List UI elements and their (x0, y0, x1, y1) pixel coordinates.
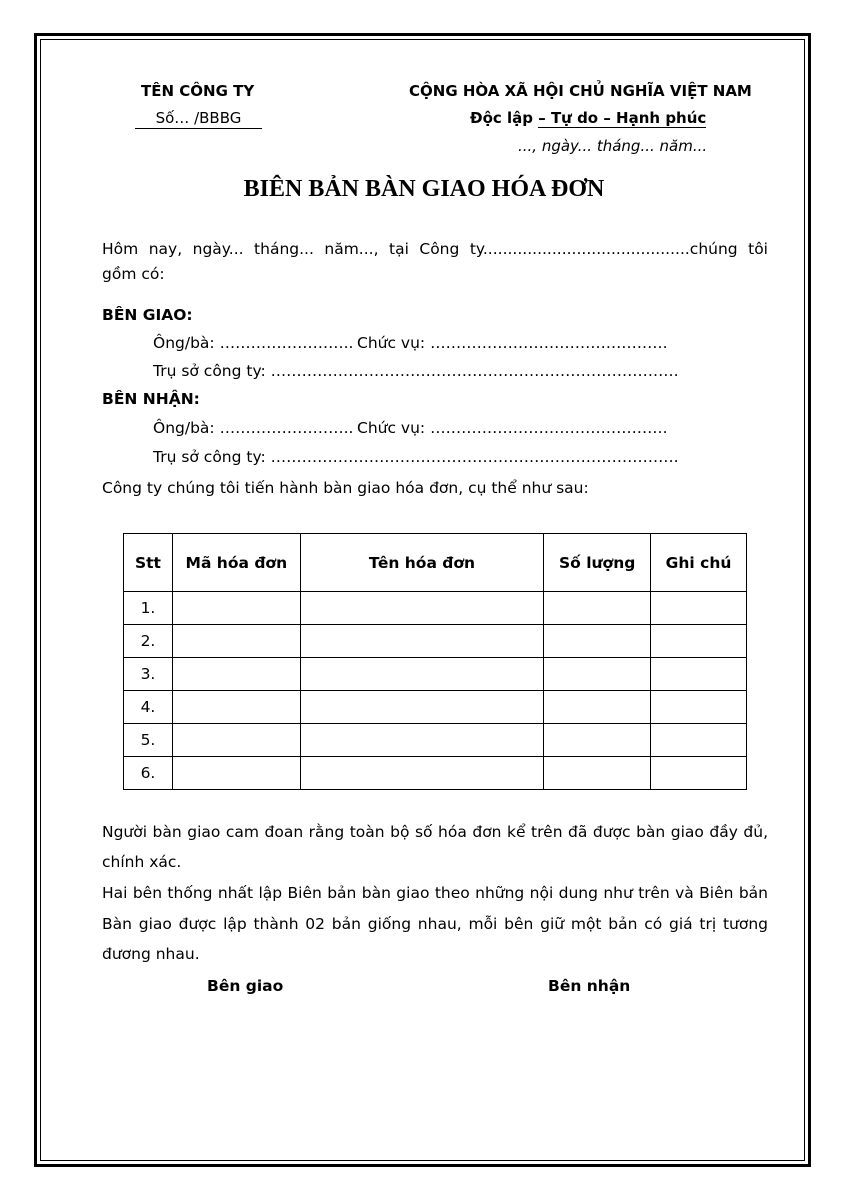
row-number: 2. (124, 625, 173, 658)
row-number: 1. (124, 592, 173, 625)
receiver-office-line: Trụ sở công ty: ……………………………………………………………………. (153, 448, 679, 466)
cell-invoice-code[interactable] (172, 658, 300, 691)
table-header-row (124, 534, 747, 592)
signature-receiver: Bên nhận (548, 977, 631, 995)
table-row (124, 757, 747, 790)
company-name: TÊN CÔNG TY (141, 82, 255, 100)
cell-note[interactable] (651, 625, 747, 658)
document-number: Số… /BBBG (135, 109, 262, 129)
cell-note[interactable] (651, 724, 747, 757)
header-quantity: Số lượng (544, 534, 651, 592)
national-motto (470, 109, 706, 127)
table-row (124, 724, 747, 757)
cell-invoice-name[interactable] (300, 625, 544, 658)
cell-quantity[interactable] (544, 592, 651, 625)
cell-invoice-name[interactable] (300, 691, 544, 724)
handover-intro: Công ty chúng tôi tiến hành bàn giao hóa đơn, cụ thể như sau: (102, 479, 589, 497)
header-stt: Stt (124, 534, 173, 592)
cell-invoice-name[interactable] (300, 757, 544, 790)
cell-quantity[interactable] (544, 625, 651, 658)
cell-note[interactable] (651, 757, 747, 790)
commitment-line-2: chính xác. (102, 853, 182, 871)
cell-invoice-code[interactable] (172, 592, 300, 625)
place-date: ..., ngày... tháng... năm... (518, 137, 708, 155)
agreement-line-3: đương nhau. (102, 945, 200, 963)
row-number: 4. (124, 691, 173, 724)
cell-quantity[interactable] (544, 691, 651, 724)
giver-position-line: Chức vụ: ………………………………………. (357, 334, 668, 352)
cell-note[interactable] (651, 658, 747, 691)
motto-underlined: – Tự do – Hạnh phúc (538, 109, 707, 127)
receiver-heading: BÊN NHẬN: (102, 390, 200, 408)
cell-invoice-code[interactable] (172, 625, 300, 658)
row-number: 6. (124, 757, 173, 790)
header-note: Ghi chú (651, 534, 747, 592)
table-row (124, 625, 747, 658)
document-title: BIÊN BẢN BÀN GIAO HÓA ĐƠN (243, 176, 605, 202)
cell-quantity[interactable] (544, 658, 651, 691)
cell-invoice-code[interactable] (172, 757, 300, 790)
giver-name-line: Ông/bà: …………………….. (153, 334, 354, 352)
cell-invoice-name[interactable] (300, 724, 544, 757)
table-row (124, 592, 747, 625)
giver-heading: BÊN GIAO: (102, 306, 193, 324)
table-row (124, 691, 747, 724)
intro-line-2: gồm có: (102, 265, 165, 283)
commitment-line-1: Người bàn giao cam đoan rằng toàn bộ số hóa đơn kể trên đã được bàn giao đầy đủ, (102, 823, 768, 841)
receiver-position-line: Chức vụ: ………………………………………. (357, 419, 668, 437)
cell-quantity[interactable] (544, 757, 651, 790)
signature-giver: Bên giao (207, 977, 284, 995)
header-invoice-code: Mã hóa đơn (172, 534, 300, 592)
row-number: 3. (124, 658, 173, 691)
header-invoice-name: Tên hóa đơn (300, 534, 544, 592)
cell-note[interactable] (651, 691, 747, 724)
cell-invoice-code[interactable] (172, 724, 300, 757)
motto-prefix: Độc lập (470, 109, 539, 127)
cell-invoice-name[interactable] (300, 658, 544, 691)
cell-invoice-code[interactable] (172, 691, 300, 724)
receiver-name-line: Ông/bà: …………………….. (153, 419, 354, 437)
intro-line-1: Hôm nay, ngày... tháng... năm..., tại Công ty..........................................chúng tôi (102, 240, 768, 258)
agreement-line-1: Hai bên thống nhất lập Biên bản bàn giao theo những nội dung như trên và Biên bản (102, 884, 768, 902)
cell-invoice-name[interactable] (300, 592, 544, 625)
agreement-line-2: Bàn giao được lập thành 02 bản giống nhau, mỗi bên giữ một bản có giá trị tương (102, 915, 768, 933)
table-row (124, 658, 747, 691)
row-number: 5. (124, 724, 173, 757)
cell-quantity[interactable] (544, 724, 651, 757)
cell-note[interactable] (651, 592, 747, 625)
country-name: CỘNG HÒA XÃ HỘI CHỦ NGHĨA VIỆT NAM (409, 82, 752, 100)
giver-office-line: Trụ sở công ty: ……………………………………………………………………. (153, 362, 679, 380)
invoice-table (123, 533, 747, 790)
